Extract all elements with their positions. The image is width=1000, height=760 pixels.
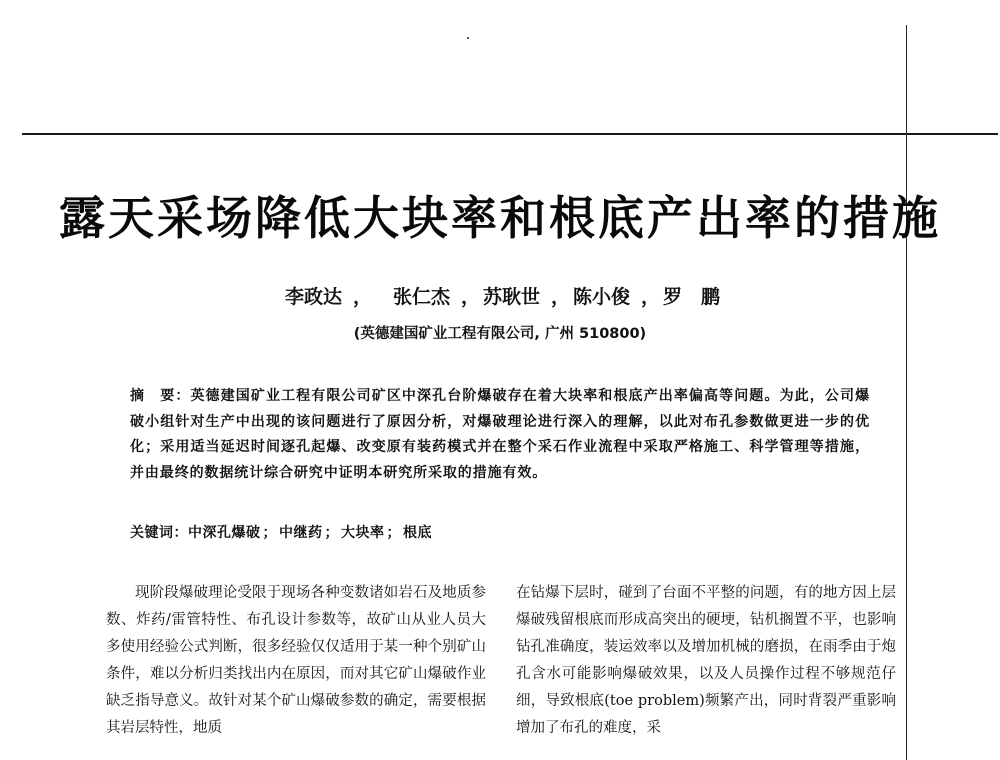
- margin-rule: [906, 25, 907, 760]
- author-list: [285, 282, 745, 310]
- keyword-separator: ；: [324, 525, 339, 541]
- keyword: 中深孔爆破: [188, 525, 261, 541]
- author-name: 张仁杰: [393, 286, 451, 308]
- author-separator: ，: [353, 286, 373, 308]
- keyword-separator: ；: [262, 525, 277, 541]
- keyword: 根底: [403, 525, 432, 541]
- keywords: [130, 522, 630, 542]
- scan-speck: [467, 37, 469, 39]
- abstract-label: 摘 要：: [130, 388, 191, 404]
- header-rule: [22, 133, 998, 135]
- paper-title: 露天采场降低大块率和根底产出率的措施: [59, 191, 941, 245]
- author-separator: ，: [461, 286, 481, 308]
- keyword: 大块率: [341, 525, 385, 541]
- keyword: 中继药: [279, 525, 323, 541]
- author-name: 苏耿世: [483, 286, 541, 308]
- keyword-separator: ；: [386, 525, 401, 541]
- keywords-label: 关键词：: [130, 525, 188, 541]
- author-separator: ，: [551, 286, 571, 308]
- abstract-text: 英德建国矿业工程有限公司矿区中深孔台阶爆破存在着大块率和根底产出率偏高等问题。为此，公司爆破小组针对生产中出现的该问题进行了原因分析，对爆破理论进行深入的理解，以此对布孔参数做更进一步的优化；采用适当延迟时间逐孔起爆、改变原有装药模式并在整个采石作业流程中采取严格施工、科学管理等措施，并由最终的数据统计综合研究中证明本研究所采取的措施有效。: [130, 388, 871, 481]
- author-name: 陈小俊: [573, 286, 631, 308]
- author-name: 罗 鹏: [663, 286, 721, 308]
- body-column-left: 现阶段爆破理论受限于现场各种变数诸如岩石及地质参数、炸药/雷管特性、布孔设计参数等，故矿山从业人员大多使用经验公式判断，很多经验仅仅适用于某一种个别矿山条件，难以分析归类找出内在原因，而对其它矿山爆破作业缺乏指导意义。故针对某个矿山爆破参数的确定，需要根据其岩层特性，地质: [106, 585, 486, 736]
- body-column-right: 在钻爆下层时，碰到了台面不平整的问题，有的地方因上层爆破残留根底而形成高突出的硬埂，钻机搁置不平，也影响钻孔准确度，装运效率以及增加机械的磨损，在雨季由于炮孔含水可能影响爆破效果，以及人员操作过程不够规范仔细，导致根底(toe problem)频繁产出，同时背裂严重影响增加了布孔的难度，采: [516, 585, 896, 736]
- author-separator: ，: [641, 286, 661, 308]
- author-name: 李政达: [285, 286, 343, 308]
- abstract: [130, 384, 870, 486]
- affiliation: (英德建国矿业工程有限公司, 广州 510800): [353, 326, 647, 342]
